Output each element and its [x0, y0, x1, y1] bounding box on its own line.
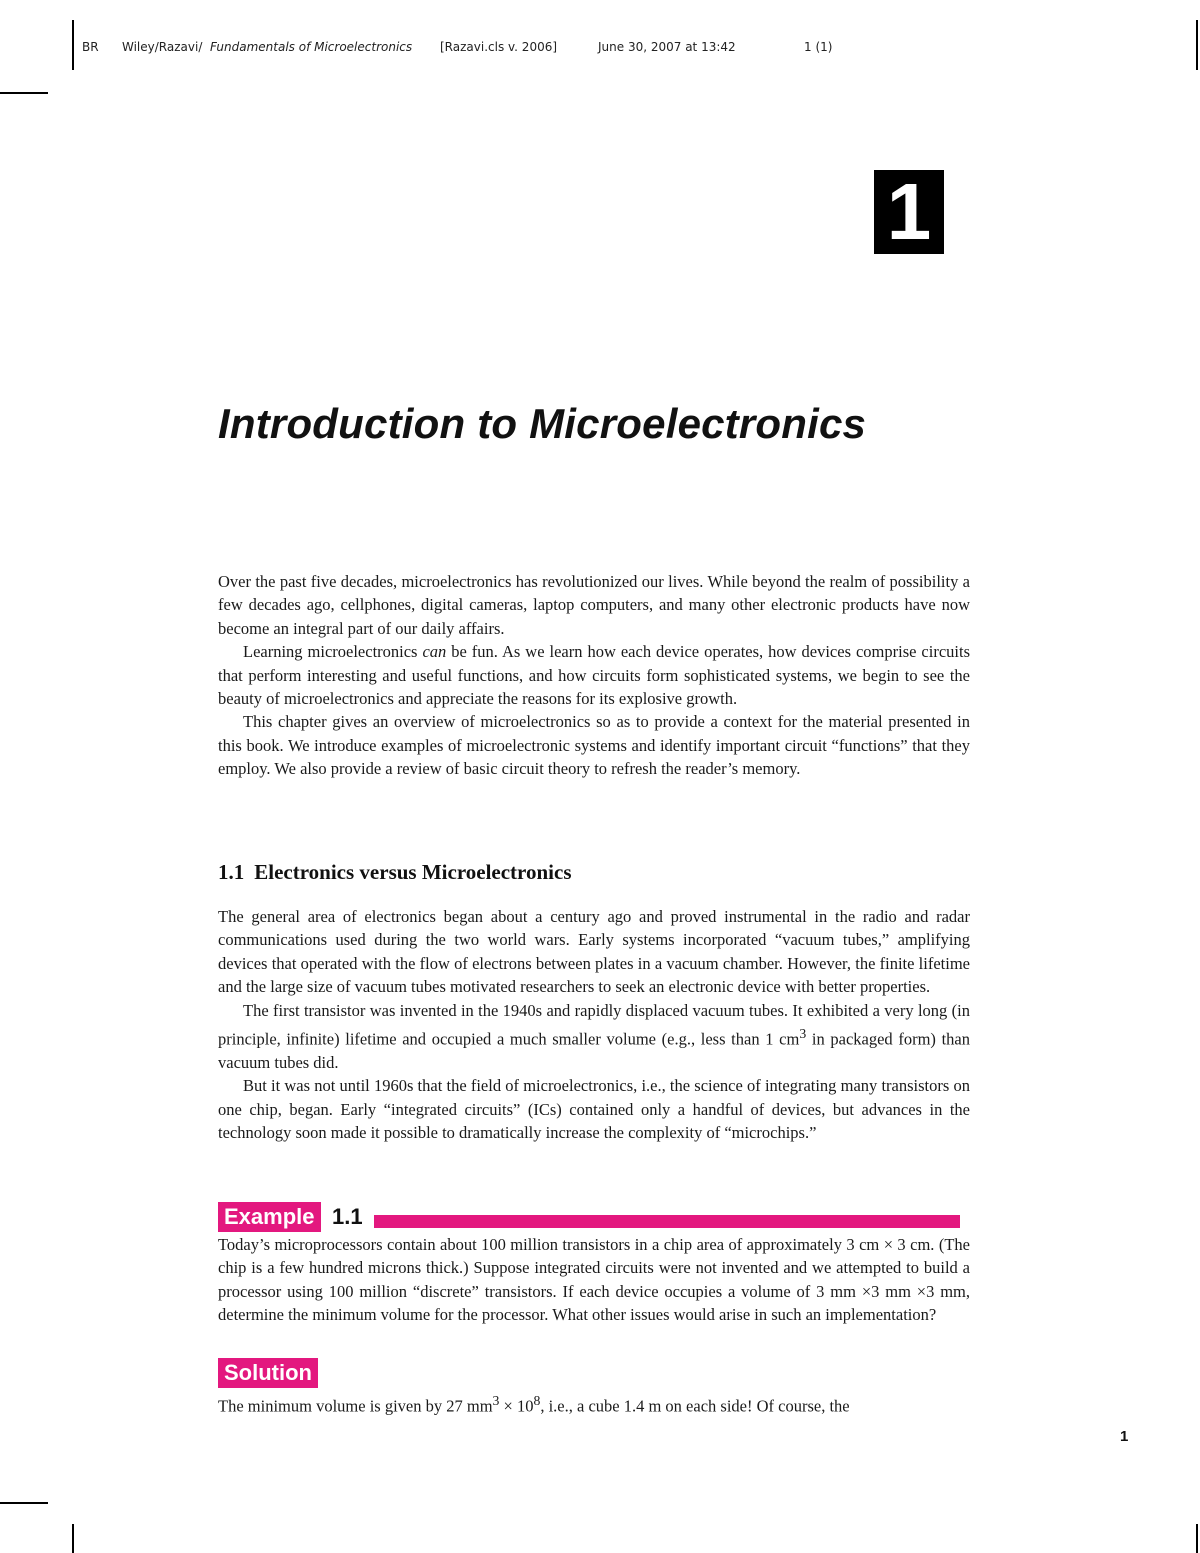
crop-mark-bottom-left-horizontal [0, 1502, 48, 1504]
example-rule-bar [374, 1215, 960, 1228]
section-text [218, 905, 970, 1145]
running-head-date: June 30, 2007 at 13:42 [598, 40, 736, 54]
crop-mark-top-left-vertical [72, 20, 74, 70]
chapter-number: 1 [874, 170, 944, 254]
running-head-page: 1 (1) [804, 40, 833, 54]
page-number: 1 [1120, 1428, 1129, 1445]
section-heading [218, 860, 572, 885]
running-head-code: BR [82, 40, 99, 54]
crop-mark-top-left-horizontal [0, 92, 48, 94]
section-paragraph-1: The general area of electronics began about a century ago and proved instrumental in the radio and radar communications used during the two world wars. Early systems incorporated “vacuum tubes,” amplifying devices that operated with the flow of electrons between plates in a vacuum chamber. However, the finite lifetime and the large size of vacuum tubes motivated researchers to seek an electronic device with better properties. [218, 907, 970, 997]
intro-paragraph-1: Over the past five decades, microelectronics has revolutionized our lives. While beyond the realm of possibility a few decades ago, cellphones, digital cameras, laptop computers, and many other electronic products have now become an integral part of our daily affairs. [218, 572, 970, 638]
solution-label: Solution [218, 1358, 318, 1388]
chapter-title: Introduction to Microelectronics [218, 400, 867, 447]
crop-mark-bottom-right-vertical [1196, 1524, 1198, 1553]
example-text: Today’s microprocessors contain about 100 million transistors in a chip area of approximately 3 cm × 3 cm. (The chip is a few hundred microns thick.) Suppose integrated circuits were not invented and we attempted to build a processor using 100 million “discrete” transistors. If each device occupies a volume of 3 mm ×3 mm ×3 mm, determine the minimum volume for the processor. What other issues would arise in such an implementation? [218, 1235, 970, 1325]
section-paragraph-2: The first transistor was invented in the 1940s and rapidly displaced vacuum tubes. It exhibited a very long (in principle, infinite) lifetime and occupied a much smaller volume (e.g., less than 1 $cm^3$ in packaged form) than vacuum tubes did. [218, 1000, 970, 1072]
section-title: Electronics versus Microelectronics [254, 860, 572, 884]
solution-text: The minimum volume is given by 27 $mm^3 \times 10^8$, i.e., a cube 1.4 m on each side! Of course, the [218, 1393, 850, 1416]
crop-mark-top-right-vertical [1196, 20, 1198, 70]
example-number: 1.1 [332, 1204, 363, 1229]
intro-paragraph-2: Learning microelectronics can be fun. As we learn how each device operates, how devices comprise circuits that perform interesting and useful functions, and how circuits form sophisticated systems, we begin to see the beauty of microelectronics and appreciate the reasons for its explosive growth. [218, 642, 970, 709]
example-label: Example [218, 1202, 321, 1232]
running-head-book: Fundamentals of Microelectronics [210, 40, 413, 54]
section-number: 1.1 [218, 860, 245, 884]
running-head-cls: [Razavi.cls v. 2006] [440, 40, 558, 54]
example-body [218, 1233, 970, 1327]
running-head-author: Wiley/Razavi/ [122, 40, 203, 54]
example-header [218, 1202, 960, 1232]
intro-paragraph-3: This chapter gives an overview of microelectronics so as to provide a context for the material presented in this book. We introduce examples of microelectronic systems and identify important circuit “functions” that they employ. We also provide a review of basic circuit theory to refresh the reader’s memory. [218, 712, 970, 779]
intro-text [218, 570, 970, 781]
solution-body [218, 1389, 970, 1418]
section-paragraph-3: But it was not until 1960s that the field of microelectronics, i.e., the science of integrating many transistors on one chip, began. Early “integrated circuits” (ICs) contained only a handful of devices, but advances in the technology soon made it possible to dramatically increase the complexity of “microchips.” [218, 1076, 970, 1143]
crop-mark-bottom-left-vertical [72, 1524, 74, 1553]
